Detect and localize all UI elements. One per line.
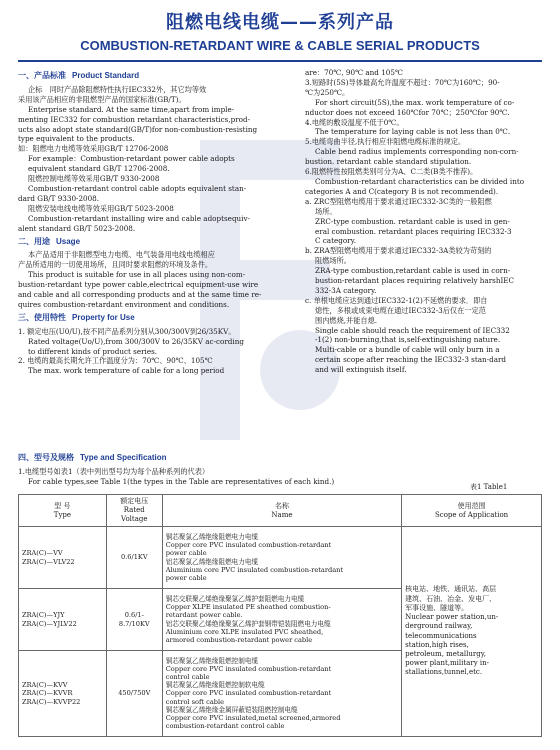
name-line: Aluminium core PVC insulated combustion-retardant bbox=[165, 565, 344, 574]
type-code: ZRA(C)—KVVR bbox=[22, 689, 73, 698]
paragraph-line: type equivalent to the products. bbox=[18, 134, 135, 144]
scope-line: power plant,military in- bbox=[405, 659, 489, 668]
name-line: 铜芯聚氯乙烯绝缘阻燃控制电缆 bbox=[165, 656, 259, 665]
list-item-head: c. 单根电缆应达到通过IEC332-1(2)不延燃的要求．即自 bbox=[305, 295, 488, 305]
paragraph-line: ZRC-type combustion. retardant cable is used in gen- bbox=[315, 216, 510, 226]
section-product-standard-heading bbox=[18, 71, 268, 81]
name-line: Copper core PVC insulated combustion-retardant bbox=[165, 689, 332, 698]
header-en: Scope of Application bbox=[435, 510, 509, 519]
scope-line: derground railway, bbox=[405, 622, 473, 631]
paragraph-line: Combustion-retardant control cable adopts equivalent stan- bbox=[28, 183, 247, 193]
paragraph-line: Cable bend radius implements corresponding non-corn- bbox=[315, 147, 519, 157]
paragraph-line: 围内燃烧,并能自熄. bbox=[315, 315, 378, 325]
paragraph-line: For example：Combustion-retardant power cable adopts bbox=[28, 154, 235, 164]
paragraph-line: 熄性，多根或成束电缆在通过IEC332-3后仅在一定范 bbox=[315, 305, 486, 315]
header-cn: 使用范围 bbox=[457, 501, 486, 510]
scope-line: 军事设施、隧道等。 bbox=[405, 603, 469, 612]
cell-voltage: 0.6/1-8.7/10KV bbox=[106, 589, 162, 651]
paragraph-line: categories A and C(category B is not recommended). bbox=[305, 186, 499, 196]
paragraph-line: 5.电缆弯曲半径,执行相应非阻燃电缆标准的规定。 bbox=[305, 137, 466, 147]
name-line: Copper core PVC insulated combustion-retardant bbox=[165, 541, 332, 550]
section-type-heading bbox=[18, 453, 542, 463]
paragraph-line: The temperature for laying cable is not less than 0℃. bbox=[315, 127, 511, 137]
cell-voltage: 0.6/1KV bbox=[106, 527, 162, 589]
paragraph-line: 2. 电缆的最高长期允许工作温度分为：70℃、90℃、105℃ bbox=[18, 356, 213, 366]
name-line: power cable bbox=[165, 573, 207, 582]
type-code: ZRA(C)—KVV bbox=[22, 681, 68, 690]
cell-type bbox=[19, 527, 107, 589]
paragraph-line: alent standard GB/T 5023-2008. bbox=[18, 223, 136, 233]
paragraph-line: and cable and all corresponding products and at the same time re- bbox=[18, 290, 262, 300]
cable-type-table bbox=[18, 494, 542, 737]
type-code: ZRA(C)—YJY bbox=[22, 611, 65, 620]
paragraph-line: C category. bbox=[315, 236, 356, 246]
paragraph-line: 如：阻燃电力电缆等效采用GB/T 12706-2008 bbox=[18, 144, 169, 154]
page-title-cn: 阻燃电线电缆——系列产品 bbox=[166, 12, 394, 33]
paragraph-line: 1.电缆型号如表1（表中列出型号均为每个品种系列的代表） bbox=[18, 466, 210, 476]
scope-line: petroleum, metallurgy, bbox=[405, 649, 486, 658]
cell-name bbox=[162, 589, 401, 651]
section-property-heading bbox=[18, 313, 268, 323]
right-column bbox=[305, 68, 545, 375]
paragraph-line: 场所。 bbox=[315, 206, 337, 216]
cell-type bbox=[19, 589, 107, 651]
header-en: Name bbox=[271, 510, 293, 519]
header-voltage bbox=[106, 495, 162, 527]
paragraph-line: The max. work temperature of cable for a long period bbox=[28, 366, 225, 376]
paragraph-line: Combustion-retardant installing wire and cable adoptsequiv- bbox=[28, 213, 250, 223]
paragraph-line: menting IEC332 for combustion retardant characteristics,prod- bbox=[18, 114, 251, 124]
paragraph-line: ZRA-type combustion,retardant cable is used in corn- bbox=[315, 266, 511, 276]
name-line: 铜芯聚氯乙烯绝缘金属屏蔽铠装阻燃控制电缆 bbox=[165, 705, 298, 714]
paragraph-line: For cable types,see Table 1(the types in the Table are representatives of each kind.) bbox=[28, 476, 335, 486]
cell-type bbox=[19, 651, 107, 737]
cell-scope bbox=[402, 527, 542, 737]
section-heading-cn: 四、型号及规格 bbox=[18, 453, 74, 462]
paragraph-line: dard GB/T 9330-2008. bbox=[18, 193, 100, 203]
paragraph-line: 本产品适用于非阻燃型电力电缆、电气装备用电线电缆相应 bbox=[28, 250, 215, 260]
section-heading-en: Product Standard bbox=[72, 71, 140, 80]
paragraph-line: ℃为250℃。 bbox=[305, 87, 350, 97]
list-item-head: b. ZRA型阻燃电缆用于要求通过IEC332-3A类较为苛刻的 bbox=[305, 246, 492, 256]
paragraph-line: Rated voltage(Uo/U),from 300/300V to 26/35KV ac-cording bbox=[28, 336, 244, 346]
paragraph-line: quires combustion-retardant environment and conditions. bbox=[18, 299, 230, 309]
paragraph-line: bustion. retardant cable standard stipulation. bbox=[305, 157, 472, 167]
cell-name bbox=[162, 527, 401, 589]
cell-name bbox=[162, 651, 401, 737]
name-line: Copper XLPE insulated PE sheathed combustion- bbox=[165, 603, 331, 612]
paragraph-line: 阻燃场所。 bbox=[315, 256, 351, 266]
type-code: ZRA(C)—KVVP22 bbox=[22, 697, 81, 706]
section-heading-cn: 三、使用特性 bbox=[18, 312, 66, 322]
paragraph-line: 1. 额定电压(U0/U),按不同产品系列分别从300/300V到26/35KV。 bbox=[18, 326, 236, 336]
paragraph-line: Multi-cable or a bundle of cable will only burn in a bbox=[315, 345, 500, 355]
type-code: ZRA(C)—YJLV22 bbox=[22, 619, 77, 628]
paragraph-line: bustion-retardant places requiring relatively harshIEC bbox=[315, 276, 515, 286]
paragraph-line: 企标 同时产品除阻燃特性执行IEC332外，其它均等效 bbox=[28, 84, 207, 94]
paragraph-line: This product is suitable for use in all places using non-com- bbox=[28, 270, 246, 280]
paragraph-line: are：70℃, 90℃ and 105℃ bbox=[305, 68, 403, 77]
paragraph-line: 产品所适用的一切使用场所，且同时要求阻燃的环境及条件。 bbox=[18, 260, 213, 270]
paragraph-line: 阻燃安装电线电缆等效采用GB/T 5023-2008 bbox=[28, 203, 174, 213]
paragraph-line: 采用该产品相应的非阻燃型产品的国家标准(GB/T)。 bbox=[18, 94, 186, 104]
section-heading-en: Type and Specification bbox=[80, 453, 167, 462]
name-line: 铝芯聚氯乙烯绝缘阻燃电力电缆 bbox=[165, 557, 259, 566]
header-cn: 名称 bbox=[274, 501, 289, 510]
paragraph-line: For short circuit(5S),the max. work temperature of co- bbox=[315, 97, 515, 107]
section-heading-en: Property for Use bbox=[72, 312, 135, 322]
list-item-head: a. ZRC型阻燃电缆用于要求通过IEC332-3C类的一般阻燃 bbox=[305, 196, 492, 206]
paragraph-line: 3.短路时(5S)导体最高允许温度不超过：70℃为160℃；90- bbox=[305, 77, 500, 87]
paragraph-line: eral combustion. retardant places requiring IEC332-3 bbox=[315, 226, 512, 236]
name-line: 铜芯聚氯乙烯绝缘阻燃电力电缆 bbox=[165, 532, 259, 541]
header-en: Rated Voltage bbox=[121, 506, 148, 523]
section-heading-cn: 二、用途 bbox=[18, 236, 50, 246]
section-heading-en: Usage bbox=[56, 236, 81, 246]
cell-voltage: 450/750V bbox=[106, 651, 162, 737]
paragraph-line: equivalent standard GB/T 12706-2008. bbox=[28, 164, 170, 174]
page-title-en: COMBUSTION-RETARDANT WIRE & CABLE SERIAL PRODUCTS bbox=[80, 38, 480, 53]
section-heading-cn: 一、产品标准 bbox=[18, 71, 66, 80]
scope-line: 建筑、石油、冶金、发电厂、 bbox=[405, 594, 497, 603]
header-name bbox=[162, 495, 401, 527]
name-line: Copper core PVC insulated combustion-retardant bbox=[165, 664, 332, 673]
scope-line: Nuclear power station,un- bbox=[405, 613, 499, 622]
section-usage-heading bbox=[18, 237, 268, 247]
name-line: Aluminium core XLPE insulated PVC sheathed, bbox=[165, 627, 324, 636]
name-line: control cable bbox=[165, 672, 210, 681]
header-scope bbox=[402, 495, 542, 527]
paragraph-line: 332-3A category. bbox=[315, 285, 377, 295]
name-line: 铝芯交联聚乙烯绝缘聚氯乙烯护套钢带铠装阻燃电力电缆 bbox=[165, 619, 331, 628]
scope-line: stallations,tunnel,etc. bbox=[405, 668, 483, 677]
paragraph-line: 阻燃控制电缆等效采用GB/T 9330-2008 bbox=[28, 174, 160, 184]
name-line: armored combustion-retardant power cable bbox=[165, 635, 313, 644]
name-line: 铜芯交联聚乙烯绝缘聚氯乙烯护套阻燃电力电缆 bbox=[165, 594, 305, 603]
header-cn: 型 号 bbox=[54, 501, 71, 510]
name-line: control soft cable bbox=[165, 697, 225, 706]
title-divider bbox=[18, 60, 542, 62]
paragraph-line: Combustion-retardant characteristics can be divided into bbox=[315, 176, 525, 186]
table-caption: 表1 Table1 bbox=[470, 483, 508, 491]
paragraph-line: Enterprise standard. At the same time,apart from imple- bbox=[28, 104, 235, 114]
paragraph-line: certain scope after reaching the IEC332-3 stan-dard bbox=[315, 355, 507, 365]
left-column bbox=[18, 68, 268, 376]
paragraph-line: Single cable should reach the requirement of IEC332 bbox=[315, 325, 510, 335]
paragraph-line: bustion-retardant type power cable,electrical equipment-use wire bbox=[18, 280, 259, 290]
header-en: Type bbox=[53, 510, 72, 519]
scope-line: 核电站、地铁、通讯站、高层 bbox=[405, 585, 497, 594]
scope-line: telecommunications bbox=[405, 631, 477, 640]
paragraph-line: -1(2) non-burning,that is,self-extinguishing nature. bbox=[315, 335, 501, 345]
paragraph-line: to different kinds of product series. bbox=[28, 346, 158, 356]
table-row bbox=[19, 527, 542, 589]
name-line: combustion-retardant control cable bbox=[165, 722, 285, 731]
paragraph-line: 4.电缆的敷设温度不低于0℃。 bbox=[305, 117, 404, 127]
name-line: power cable bbox=[165, 549, 207, 558]
table-header-row bbox=[19, 495, 542, 527]
type-code: ZRA(C)—VV bbox=[22, 549, 63, 558]
section-type-spec bbox=[18, 450, 542, 487]
name-line: 铜芯聚氯乙烯绝缘阻燃控制软电缆 bbox=[165, 681, 265, 690]
name-line: retardant power cable. bbox=[165, 611, 243, 620]
scope-line: station,high rises, bbox=[405, 640, 469, 649]
paragraph-line: nductor does not exceed 160℃for 70℃；250℃for 90℃. bbox=[305, 107, 510, 117]
paragraph-line: and will extinguish itself. bbox=[315, 365, 407, 375]
paragraph-line: ucts also adopt state standard(GB/T)for non-combustion-resisting bbox=[18, 124, 258, 134]
name-line: Copper core PVC insulated,metal screened,armored bbox=[165, 714, 341, 722]
header-cn: 额定电压 bbox=[120, 497, 149, 505]
header-type bbox=[19, 495, 107, 527]
type-code: ZRA(C)—VLV22 bbox=[22, 557, 75, 566]
paragraph-line: 6.阻燃特性按阻燃类别可分为A、C二类(B类不推荐)。 bbox=[305, 167, 478, 177]
